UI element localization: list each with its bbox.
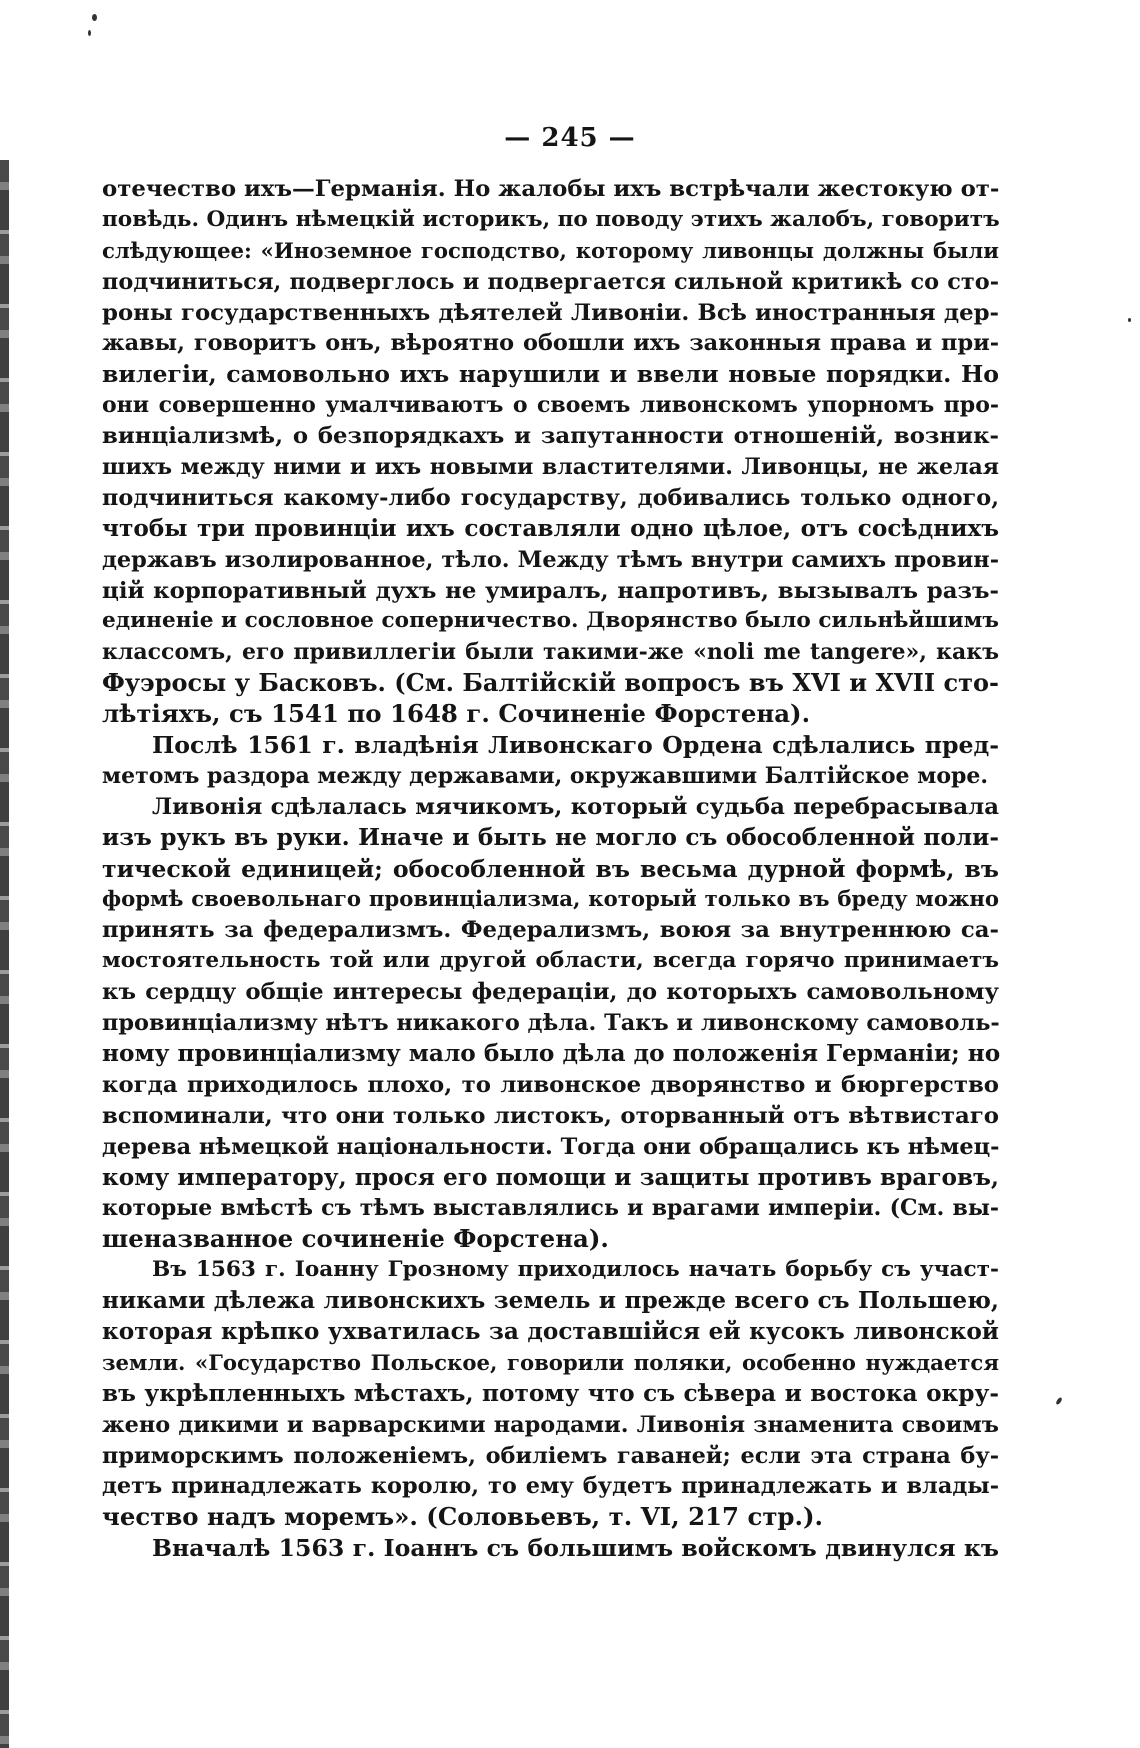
text-line: земли. «Государство Польское, говорили поляки, особенно нуждается [102,1349,999,1375]
text-line: къ сердцу общіе интересы федераціи, до которыхъ самовольному [102,979,999,1006]
text-line: шеназванное сочиненіе Форстена). [102,1224,609,1254]
text-line: провинціализму нѣтъ никакого дѣла. Такъ и ливонскому самоволь- [102,1010,1000,1037]
page-body [102,174,999,1564]
text-line: отечество ихъ—Германія. Но жалобы ихъ встрѣчали жестокую от- [102,176,1000,202]
text-line: кому императору, прося его помощи и защиты противъ враговъ, [102,1163,999,1191]
text-line: слѣдующее: «Иноземное господство, которому ливонцы должны были [102,237,999,263]
text-line: которые вмѣстѣ съ тѣмъ выставлялись и врагами имперіи. (См. вы- [102,1195,999,1222]
text-line: Послѣ 1561 г. владѣнія Ливонскаго Ордена сдѣлались пред- [152,731,999,760]
text-line: ному провинціализму мало было дѣла до положенія Германіи; но [102,1039,1001,1067]
ink-speck [88,30,91,36]
text-line: единеніе и сословное соперничество. Дворянство было сильнѣйшимъ [102,608,999,634]
text-line: детъ принадлежать королю, то ему будетъ принадлежать и влады- [102,1473,999,1500]
text-line: Вначалѣ 1563 г. Іоаннъ съ большимъ войскомъ двинулся къ [152,1534,999,1563]
text-line: шихъ между ними и ихъ новыми властителями. Ливонцы, не желая [102,454,999,481]
ink-speck [1128,318,1131,322]
text-line: приморскимъ положеніемъ, обиліемъ гаваней; если эта страна бу- [102,1442,999,1469]
ink-speck [1055,1397,1063,1406]
text-line: чество надъ моремъ». (Соловьевъ, т. VI, 217 стр.). [102,1502,824,1532]
text-line: лѣтіяхъ, съ 1541 по 1648 г. Сочиненіе Форстена). [102,699,811,729]
text-line: вилегіи, самовольно ихъ нарушили и ввели новые порядки. Но [102,360,999,389]
page-number: — 245 — [504,123,636,153]
text-line: Ливонія сдѣлалась мячикомъ, который судьба перебрасывала [152,793,999,820]
text-line: вспоминали, что они только листокъ, оторванный отъ вѣтвистаго [102,1102,999,1129]
text-line: роны государственныхъ дѣятелей Ливоніи. Всѣ иностранныя дер- [102,299,999,326]
ink-speck [92,14,97,21]
text-line: винціализмѣ, о безпорядкахъ и запутанности отношеній, возник- [102,423,999,450]
text-line: метомъ раздора между державами, окружавшими Балтійское море. [102,762,989,789]
text-line: повѣдь. Одинъ нѣмецкій историкъ, по поводу этихъ жалобъ, говоритъ [102,206,1000,232]
text-line: никами дѣлежа ливонскихъ земель и прежде всего съ Польшею, [102,1287,999,1315]
text-line: державъ изолированное, тѣло. Между тѣмъ внутри самихъ провин- [102,546,999,573]
text-line: формѣ своевольнаго провинціализма, который только въ бреду можно [102,886,999,912]
text-line: цій корпоративный духъ не умиралъ, напротивъ, вызывалъ разъ- [102,577,999,604]
text-line: чтобы три провинціи ихъ составляли одно цѣлое, отъ сосѣднихъ [102,514,999,542]
text-line: подчиниться какому-либо государству, добивались только одного, [102,484,999,511]
text-line: мостоятельность той или другой области, всегда горячо принимаетъ [102,948,999,974]
text-line: которая крѣпко ухватилась за доставшійся ей кусокъ ливонской [102,1317,999,1345]
text-line: Фуэросы у Басковъ. (См. Балтійскій вопросъ въ XVI и XVII сто- [102,668,999,698]
text-line: подчиниться, подверглось и подвергается сильной критикѣ со сто- [102,268,999,295]
text-line: дерева нѣмецкой національности. Тогда они обращались къ нѣмец- [102,1133,1000,1160]
page-edge-shadow [0,160,9,1748]
text-line: тической единицей; обособленной въ весьма дурной формѣ, въ [102,854,999,883]
text-line: изъ рукъ въ руки. Иначе и быть не могло съ обособленной поли- [102,823,999,851]
text-line: жавы, говоритъ онъ, вѣроятно обошли ихъ законныя права и при- [102,330,999,357]
text-line: принять за федерализмъ. Федерализмъ, воюя за внутреннюю са- [102,917,999,944]
text-line: Въ 1563 г. Іоанну Грозному приходилось начать борьбу съ участ- [152,1257,999,1283]
text-line: жено дикими и варварскими народами. Ливонія знаменита своимъ [102,1411,999,1438]
text-line: они совершенно умалчиваютъ о своемъ ливонскомъ упорномъ про- [102,392,999,419]
text-line: классомъ, его привиллегіи были такими-же «noli me tangere», какъ [102,639,999,666]
text-line: въ укрѣпленныхъ мѣстахъ, потому что съ сѣвера и востока окру- [102,1379,999,1407]
text-line: когда приходилось плохо, то ливонское дворянство и бюргерство [102,1071,999,1098]
